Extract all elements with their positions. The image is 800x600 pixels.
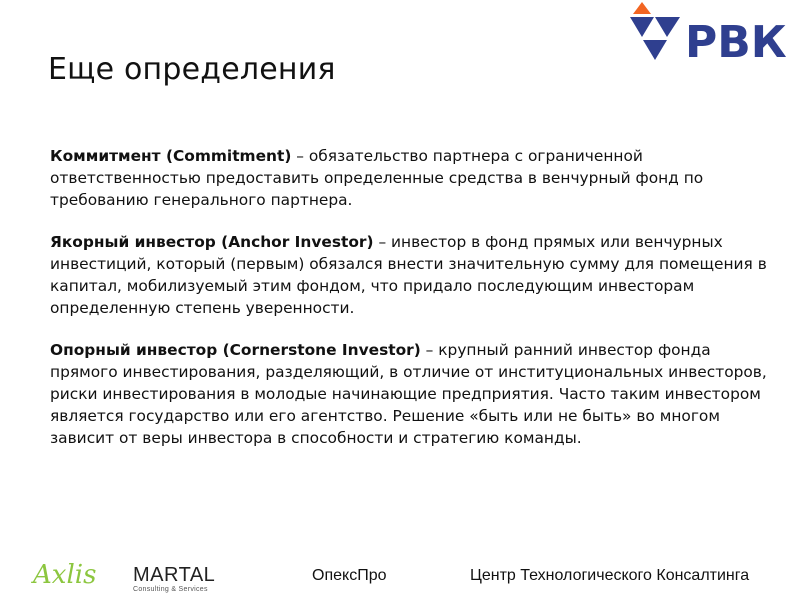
- logo-triangle-right: [655, 17, 680, 37]
- definition-term: Якорный инвестор (Anchor Investor): [50, 233, 374, 251]
- martal-name: MARTAL: [133, 564, 216, 586]
- logo-triangle-bottom: [643, 40, 667, 60]
- martal-logo: [133, 565, 215, 594]
- logo-text: РВК: [685, 17, 787, 64]
- openspro-logo: ОпексПро: [312, 567, 387, 584]
- ctk-logo: Центр Технологического Консалтинга: [470, 567, 750, 584]
- page-title: Еще определения: [48, 52, 336, 87]
- axlis-logo: Axlis: [33, 560, 97, 590]
- logo-triangle-orange: [633, 2, 651, 14]
- rvk-logo: [630, 2, 790, 64]
- definition-anchor-investor: [50, 231, 770, 319]
- martal-subtitle: Consulting & Services: [133, 586, 208, 593]
- logo-triangle-left: [630, 17, 654, 37]
- definition-commitment: [50, 145, 770, 211]
- definitions-list: [50, 145, 770, 469]
- footer-logos: [0, 560, 800, 600]
- definition-text: – обязательство партнера с ограниченной ответственностью предоставить определенные средства в венчурный фонд по требованию генерального партнера.: [50, 147, 704, 209]
- definition-text: – крупный ранний инвестор фонда прямого инвестирования, разделяющий, в отличие от институциональных инвесторов, риски инвестирования в молодые начинающие предприятия. Часто таким инвестором является государство или его агентство. Решение «быть или не быть» во многом зависит от веры инвестора в способности и стратегию команды.: [50, 341, 767, 447]
- definition-term: Опорный инвестор (Cornerstone Investor): [50, 341, 421, 359]
- definition-term: Коммитмент (Commitment): [50, 147, 292, 165]
- definition-cornerstone-investor: [50, 339, 770, 449]
- definition-text: – инвестор в фонд прямых или венчурных инвестиций, который (первым) обязался внести значительную сумму для помещения в капитал, мобилизуемый этим фондом, что придало последующим инвесторам определенную степень уверенности.: [50, 233, 767, 317]
